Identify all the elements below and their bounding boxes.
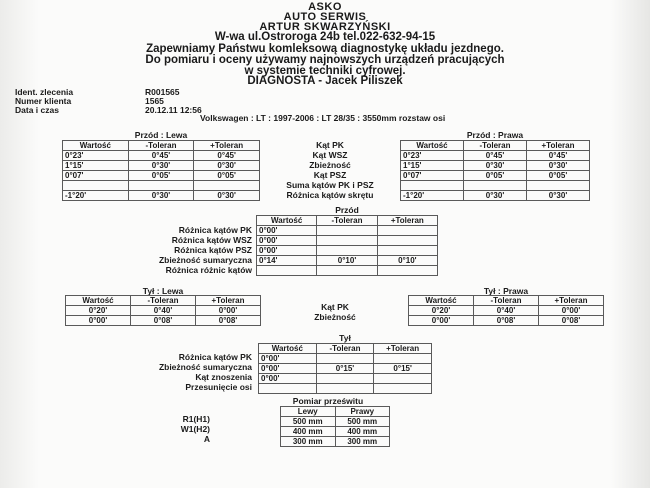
table-row: 0°00' 0°08' 0°08' bbox=[66, 316, 261, 326]
promo-line-3: w systemie techniki cyfrowej. bbox=[244, 65, 406, 77]
front-axle-table bbox=[256, 215, 438, 276]
front-axle-labels bbox=[90, 225, 252, 275]
rear-center-labels bbox=[262, 302, 408, 322]
table-row: 0°20' 0°40' 0°00' bbox=[66, 306, 261, 316]
rear-left-title: Tył : Lewa bbox=[142, 286, 184, 296]
column-header: +Toleran bbox=[539, 296, 604, 306]
meta-label-order: Ident. zlecenia bbox=[15, 87, 74, 97]
label-roznica-pk: Różnica kątów PK bbox=[178, 225, 252, 235]
label-rear-roznica-pk: Różnica kątów PK bbox=[178, 352, 252, 362]
label-rear-zbieznosc-sumaryczna: Zbieżność sumaryczna bbox=[158, 362, 252, 372]
column-header: -Toleran bbox=[128, 141, 194, 151]
column-header: +Toleran bbox=[377, 216, 437, 226]
column-header: +Toleran bbox=[196, 296, 261, 306]
label-przesuniecie-osi: Przesunięcie osi bbox=[185, 382, 252, 392]
table-row: 300 mm 300 mm bbox=[281, 437, 390, 447]
front-left-title: Przód : Lewa bbox=[134, 130, 188, 140]
table-row: 0°00' bbox=[259, 354, 432, 364]
clearance-table bbox=[280, 406, 390, 447]
label-roznica-skretu: Różnica kątów skrętu bbox=[286, 190, 374, 200]
meta-label-date: Data i czas bbox=[15, 105, 59, 115]
table-row: 0°14' 0°10' 0°10' bbox=[257, 256, 438, 266]
column-header: -Toleran bbox=[316, 344, 374, 354]
table-row: 0°23' 0°45' 0°45' bbox=[63, 151, 260, 161]
company-name: ASKO bbox=[308, 1, 342, 13]
label-kat-pk: Kąt PK bbox=[316, 140, 344, 150]
table-row: 500 mm 500 mm bbox=[281, 417, 390, 427]
table-row: -1°20' 0°30' 0°30' bbox=[401, 191, 590, 201]
label-zbieznosc: Zbieżność bbox=[309, 160, 351, 170]
meta-value-date: 20.12.11 12:56 bbox=[145, 105, 202, 115]
column-header: -Toleran bbox=[474, 296, 539, 306]
front-right-table bbox=[400, 140, 590, 201]
promo-line-1: Zapewniamy Państwu komleksową diagnostykę układu jezdnego. bbox=[146, 43, 504, 55]
label-a: A bbox=[203, 434, 210, 444]
label-suma-katow: Suma kątów PK i PSZ bbox=[286, 180, 374, 190]
rear-axle-title: Tył bbox=[339, 333, 351, 343]
label-w1h2: W1(H2) bbox=[180, 424, 210, 434]
table-row: -1°20' 0°30' 0°30' bbox=[63, 191, 260, 201]
label-rear-zbieznosc: Zbieżność bbox=[314, 312, 356, 322]
rear-axle-table bbox=[258, 343, 432, 394]
column-header: Wartość bbox=[259, 344, 317, 354]
front-right-title: Przód : Prawa bbox=[466, 130, 524, 140]
table-row: 0°07' 0°05' 0°05' bbox=[401, 171, 590, 181]
table-row: 0°00' bbox=[259, 374, 432, 384]
front-center-labels bbox=[262, 140, 398, 200]
table-row: 1°15' 0°30' 0°30' bbox=[401, 161, 590, 171]
column-header: Wartość bbox=[257, 216, 317, 226]
column-header: -Toleran bbox=[131, 296, 196, 306]
column-header: -Toleran bbox=[464, 141, 527, 151]
vehicle-description: Volkswagen : LT : 1997-2006 : LT 28/35 : 3550mm rozstaw osi bbox=[200, 113, 446, 123]
company-owner: ARTUR SKWARZYŃSKI bbox=[259, 21, 391, 33]
label-roznica-psz: Różnica kątów PSZ bbox=[174, 245, 252, 255]
table-row bbox=[259, 384, 432, 394]
column-header: Lewy bbox=[281, 407, 336, 417]
front-left-table bbox=[62, 140, 260, 201]
column-header: +Toleran bbox=[194, 141, 260, 151]
table-row: 0°00' bbox=[257, 226, 438, 236]
table-row: 1°15' 0°30' 0°30' bbox=[63, 161, 260, 171]
clearance-labels bbox=[150, 414, 210, 444]
label-roznica-wsz: Różnica kątów WSZ bbox=[171, 235, 252, 245]
rear-right-table bbox=[408, 295, 604, 326]
table-row: 0°07' 0°05' 0°05' bbox=[63, 171, 260, 181]
table-row bbox=[63, 181, 260, 191]
label-roznica-roznic: Różnica różnic kątów bbox=[165, 265, 252, 275]
meta-label-client: Numer klienta bbox=[15, 96, 72, 106]
company-subtitle: AUTO SERWIS bbox=[283, 11, 367, 23]
column-header: Wartość bbox=[66, 296, 131, 306]
column-header: -Toleran bbox=[317, 216, 377, 226]
diagnostician: DIAGNOSTA - Jacek Piliszek bbox=[247, 75, 403, 87]
label-kat-psz: Kąt PSZ bbox=[313, 170, 347, 180]
rear-left-table bbox=[65, 295, 261, 326]
rear-axle-labels bbox=[90, 352, 252, 392]
meta-value-order: R001565 bbox=[145, 87, 180, 97]
table-row: 0°00' bbox=[257, 246, 438, 256]
table-row bbox=[257, 266, 438, 276]
column-header: Wartość bbox=[409, 296, 474, 306]
rear-right-title: Tył : Prawa bbox=[483, 286, 529, 296]
label-rear-kat-pk: Kąt PK bbox=[321, 302, 349, 312]
column-header: +Toleran bbox=[374, 344, 432, 354]
table-row: 0°23' 0°45' 0°45' bbox=[401, 151, 590, 161]
promo-line-2: Do pomiaru i oceny używamy najnowszych urządzeń pracujących bbox=[145, 54, 505, 66]
company-address: W-wa ul.Ostroroga 24b tel.022-632-94-15 bbox=[214, 31, 436, 43]
label-kat-wsz: Kąt WSZ bbox=[312, 150, 348, 160]
label-kat-znoszenia: Kąt znoszenia bbox=[195, 372, 252, 382]
column-header: +Toleran bbox=[527, 141, 590, 151]
clearance-title: Pomiar prześwitu bbox=[292, 396, 364, 406]
column-header: Wartość bbox=[63, 141, 129, 151]
table-row: 0°00' 0°08' 0°08' bbox=[409, 316, 604, 326]
table-row bbox=[401, 181, 590, 191]
column-header: Wartość bbox=[401, 141, 464, 151]
column-header: Prawy bbox=[335, 407, 390, 417]
meta-value-client: 1565 bbox=[145, 96, 164, 106]
label-zbieznosc-sumaryczna: Zbieżność sumaryczna bbox=[158, 255, 252, 265]
label-r1h1: R1(H1) bbox=[182, 414, 210, 424]
table-row: 0°00' 0°15' 0°15' bbox=[259, 364, 432, 374]
table-row: 0°20' 0°40' 0°00' bbox=[409, 306, 604, 316]
table-row: 400 mm 400 mm bbox=[281, 427, 390, 437]
table-row: 0°00' bbox=[257, 236, 438, 246]
front-axle-title: Przód bbox=[335, 205, 359, 215]
